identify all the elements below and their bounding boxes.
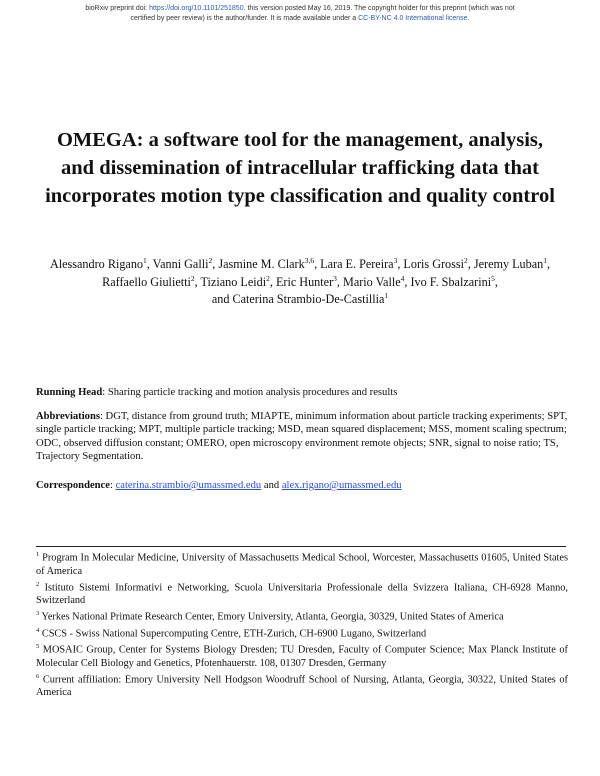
author-list [30,256,570,309]
header-line-2 [30,14,570,24]
footnote: $^1$ Program In Molecular Medicine, University of Massachusetts Medical School, Worcester, Massachusetts 01605, United States of America [36,551,568,577]
affiliation-footnotes [36,548,568,699]
author: Eric Hunter$^3$, [275,273,343,289]
footnote: $^4$ CSCS - Swiss National Supercomputing Centre, ETH-Zurich, CH-6900 Lugano, Switzerland [36,626,427,640]
footnote-divider [36,546,566,547]
author: Mario Valle$^4$, [342,273,411,289]
email-link-rigano[interactable]: alex.rigano@umassmed.edu [281,480,402,491]
author: Jeremy Luban$^1$, [473,255,551,271]
abbreviations-text: : DGT, distance from ground truth; MIAPTE, minimum information about particle tracking experiments; SPT, single particle tracking; MPT, multiple particle tracking; MSD, mean squared displacement; MSS, moment scaling spectrum; ODC, observed diffusion constant; OMERO, open microscopy environment remote objects; SNR, signal to noise ratio; TS, Trajectory Segmentation. [36,411,568,463]
header-doi-prefix: bioRxiv preprint doi: [85,5,150,12]
footnote: $^3$ Yerkes National Primate Research Center, Emory University, Atlanta, Georgia, 30329, United States of America [36,610,504,623]
author: Ivo F. Sbalzarini$^5$, [410,273,498,289]
author: and Caterina Strambio-De-Castillia$^1$ [211,290,389,306]
abbreviations [36,410,568,464]
author: Vanni Galli$^2$, [152,255,219,271]
correspondence: Correspondence: caterina.strambio@umassmed.edu and alex.rigano@umassmed.edu [36,480,402,491]
correspondence-label: Correspondence [36,480,110,491]
header-line-1 [30,4,570,14]
author: Alessandro Rigano$^1$, [49,255,153,271]
header-line2-suffix: . [467,15,470,22]
author: Loris Grossi$^2$, [403,255,474,271]
footnote: $^5$ MOSAIC Group, Center for Systems Biology Dresden; TU Dresden, Faculty of Computer Science; Max Planck Institute of Molecular Cell Biology and Genetics, Pfotenhauerstr. 108, 01307 Dresden, Germany [36,643,568,669]
author: Tiziano Leidi$^2$, [200,273,276,289]
email-link-strambio[interactable]: caterina.strambio@umassmed.edu [115,480,262,491]
header-line2-prefix: certified by peer review) is the author/funder. It is made available under a [130,15,359,22]
abbreviations-label: Abbreviations [36,411,100,422]
author: Lara E. Pereira$^3$, [320,255,404,271]
paper-title: OMEGA: a software tool for the management, analysis, and dissemination of intracellular trafficking data that incorporates motion type classification and quality control [45,129,555,207]
running-head-text: : Sharing particle tracking and motion analysis procedures and results [102,387,398,398]
license-link[interactable]: CC-BY-NC 4.0 International license [358,15,468,22]
author: Raffaello Giulietti$^2$, [102,273,201,289]
author: Jasmine M. Clark$^{3,6}$, [218,255,321,271]
preprint-header [30,4,570,24]
running-head-label: Running Head [36,387,103,398]
doi-link[interactable]: https://doi.org/10.1101/251850 [149,5,244,12]
header-line1-suffix: . this version posted May 16, 2019. The copyright holder for this preprint (which was not [243,5,515,12]
running-head [36,386,568,399]
footnote: $^6$ Current affiliation: Emory University Nell Hodgson Woodruff School of Nursing, Atlanta, Georgia, 30322, United States of America [36,672,568,699]
footnote: $^2$ Istituto Sistemi Informativi e Networking, Scuola Universitaria Professionale della Svizzera Italiana, CH-6928 Manno, Switzerland [36,580,568,607]
